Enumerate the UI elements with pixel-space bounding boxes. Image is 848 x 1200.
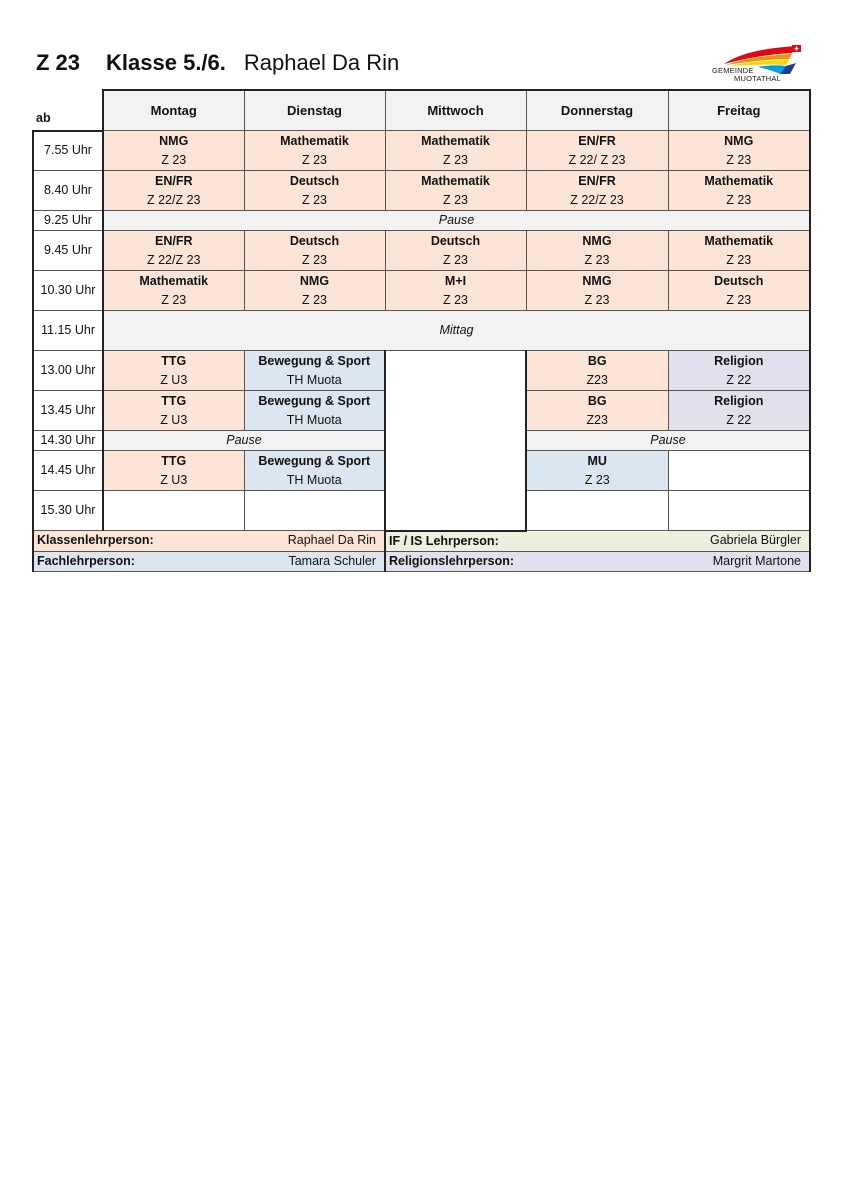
lesson-room: Z 23: [584, 252, 610, 267]
time-1115: 11.15 Uhr: [33, 311, 103, 351]
lesson-room: Z 23: [161, 292, 187, 307]
lesson-room: Z 23: [726, 292, 752, 307]
lesson-cell: [668, 271, 810, 311]
lesson-subject: Mathematik: [704, 233, 774, 248]
lesson-cell: [526, 271, 668, 311]
empty-cell: [668, 451, 810, 491]
lesson-room: Z 23: [161, 152, 187, 167]
time-0840: 8.40 Uhr: [33, 171, 103, 211]
lesson-cell: [385, 271, 526, 311]
lesson-cell: [526, 451, 668, 491]
lesson-subject: M+I: [444, 273, 467, 288]
lesson-cell: [103, 231, 244, 271]
lesson-cell: [244, 131, 385, 171]
lesson-room: TH Muota: [286, 472, 342, 487]
lesson-room: Z 22: [726, 372, 752, 387]
lesson-room: Z 23: [726, 252, 752, 267]
lesson-subject: NMG: [299, 273, 330, 288]
lesson-cell: [668, 131, 810, 171]
lesson-subject: TTG: [161, 453, 187, 468]
empty-cell: [103, 491, 244, 531]
klassenlehrperson-name: Raphael Da Rin: [244, 531, 385, 552]
mittag-cell: Mittag: [103, 311, 810, 351]
lesson-subject: BG: [587, 353, 607, 368]
lesson-cell: [668, 231, 810, 271]
day-thursday: Donnerstag: [526, 90, 668, 131]
lesson-subject: Bewegung & Sport: [258, 393, 371, 408]
lesson-room: Z 22/Z 23: [147, 192, 201, 207]
fachlehrperson-name: Tamara Schuler: [244, 551, 385, 571]
if-lehrperson-name: Gabriela Bürgler: [668, 531, 810, 552]
gemeinde-muotathal-logo: [712, 44, 812, 88]
day-tuesday: Dienstag: [244, 90, 385, 131]
wednesday-afternoon-empty: [385, 351, 526, 531]
time-1300: 13.00 Uhr: [33, 351, 103, 391]
lesson-room: TH Muota: [286, 372, 342, 387]
teacher-title: Raphael Da Rin: [243, 50, 400, 75]
lesson-room: Z 23: [584, 292, 610, 307]
lesson-cell: [103, 351, 244, 391]
time-1445: 14.45 Uhr: [33, 451, 103, 491]
lesson-subject: Bewegung & Sport: [258, 453, 371, 468]
lesson-room: Z U3: [160, 472, 188, 487]
pause-cell: Pause: [103, 431, 385, 451]
lesson-subject: BG: [587, 393, 607, 408]
lesson-cell: [385, 171, 526, 211]
lesson-subject: EN/FR: [578, 133, 616, 148]
lesson-room: Z 23: [584, 472, 610, 487]
time-1530: 15.30 Uhr: [33, 491, 103, 531]
lesson-cell: [526, 131, 668, 171]
lesson-subject: Deutsch: [289, 233, 340, 248]
time-1345: 13.45 Uhr: [33, 391, 103, 431]
lesson-subject: Religion: [714, 393, 764, 408]
lesson-room: Z 23: [442, 192, 468, 207]
time-0945: 9.45 Uhr: [33, 231, 103, 271]
room-title: Z 23: [36, 50, 81, 75]
logo-text: [712, 67, 781, 83]
logo-line-1: GEMEINDE: [712, 66, 754, 75]
lesson-room: Z 23: [301, 192, 327, 207]
lesson-room: Z 22/Z 23: [570, 192, 624, 207]
lesson-room: Z 23: [442, 252, 468, 267]
lesson-subject: EN/FR: [155, 173, 193, 188]
lesson-room: Z 23: [301, 252, 327, 267]
lesson-cell: [526, 351, 668, 391]
if-lehrperson-label: IF / IS Lehrperson:: [385, 531, 668, 552]
fachlehrperson-label: Fachlehrperson:: [33, 551, 244, 571]
lesson-cell: [103, 391, 244, 431]
empty-cell: [668, 491, 810, 531]
lesson-cell: [385, 231, 526, 271]
lesson-subject: MU: [587, 453, 607, 468]
lesson-cell: [103, 131, 244, 171]
lesson-cell: [244, 451, 385, 491]
lesson-subject: Mathematik: [139, 273, 209, 288]
time-1430: 14.30 Uhr: [33, 431, 103, 451]
religionslehrperson-label: Religionslehrperson:: [385, 551, 668, 571]
day-friday: Freitag: [668, 90, 810, 131]
page-header: [36, 50, 399, 84]
lesson-room: Z 23: [726, 152, 752, 167]
lesson-room: TH Muota: [286, 412, 342, 427]
lesson-subject: Bewegung & Sport: [258, 353, 371, 368]
logo-line-2: MUOTATHAL: [734, 74, 781, 83]
lesson-room: Z23: [586, 372, 609, 387]
lesson-cell: [668, 351, 810, 391]
lesson-subject: Mathematik: [421, 133, 490, 148]
pause-cell: Pause: [103, 211, 810, 231]
time-0755: 7.55 Uhr: [33, 131, 103, 171]
lesson-cell: [244, 171, 385, 211]
lesson-cell: [668, 391, 810, 431]
lesson-subject: Mathematik: [280, 133, 349, 148]
lesson-cell: [244, 231, 385, 271]
lesson-room: Z 23: [301, 152, 327, 167]
lesson-subject: Mathematik: [704, 173, 774, 188]
lesson-cell: [103, 451, 244, 491]
klassenlehrperson-label: Klassenlehrperson:: [33, 531, 244, 552]
lesson-subject: NMG: [582, 273, 612, 288]
lesson-room: Z 22/ Z 23: [568, 152, 626, 167]
lesson-cell: [526, 391, 668, 431]
lesson-subject: Deutsch: [289, 173, 340, 188]
empty-cell: [526, 491, 668, 531]
time-0925: 9.25 Uhr: [33, 211, 103, 231]
religionslehrperson-name: Margrit Martone: [668, 551, 810, 571]
lesson-cell: [103, 171, 244, 211]
lesson-cell: [668, 171, 810, 211]
lesson-cell: [103, 271, 244, 311]
lesson-subject: Deutsch: [430, 233, 481, 248]
ab-label: ab: [33, 90, 103, 131]
timetable: [32, 89, 811, 572]
lesson-subject: NMG: [582, 233, 612, 248]
class-title: Klasse 5./6.: [106, 50, 226, 75]
lesson-room: Z 23: [442, 292, 468, 307]
lesson-cell: [385, 131, 526, 171]
empty-cell: [244, 491, 385, 531]
lesson-room: Z U3: [160, 412, 188, 427]
lesson-room: Z 23: [726, 192, 752, 207]
day-monday: Montag: [103, 90, 244, 131]
pause-cell: Pause: [526, 431, 810, 451]
lesson-subject: Religion: [714, 353, 764, 368]
lesson-room: Z23: [586, 412, 609, 427]
lesson-subject: TTG: [161, 393, 187, 408]
lesson-subject: Deutsch: [714, 273, 764, 288]
lesson-room: Z 22/Z 23: [147, 252, 201, 267]
lesson-cell: [244, 391, 385, 431]
lesson-cell: [526, 231, 668, 271]
lesson-subject: EN/FR: [578, 173, 616, 188]
lesson-subject: TTG: [161, 353, 187, 368]
lesson-cell: [244, 351, 385, 391]
lesson-room: Z 23: [301, 292, 327, 307]
lesson-room: Z 23: [442, 152, 468, 167]
lesson-room: Z U3: [160, 372, 188, 387]
lesson-subject: EN/FR: [155, 233, 193, 248]
lesson-cell: [244, 271, 385, 311]
lesson-subject: Mathematik: [421, 173, 490, 188]
day-wednesday: Mittwoch: [385, 90, 526, 131]
time-1030: 10.30 Uhr: [33, 271, 103, 311]
lesson-subject: NMG: [159, 133, 189, 148]
lesson-cell: [526, 171, 668, 211]
lesson-room: Z 22: [726, 412, 752, 427]
lesson-subject: NMG: [724, 133, 754, 148]
